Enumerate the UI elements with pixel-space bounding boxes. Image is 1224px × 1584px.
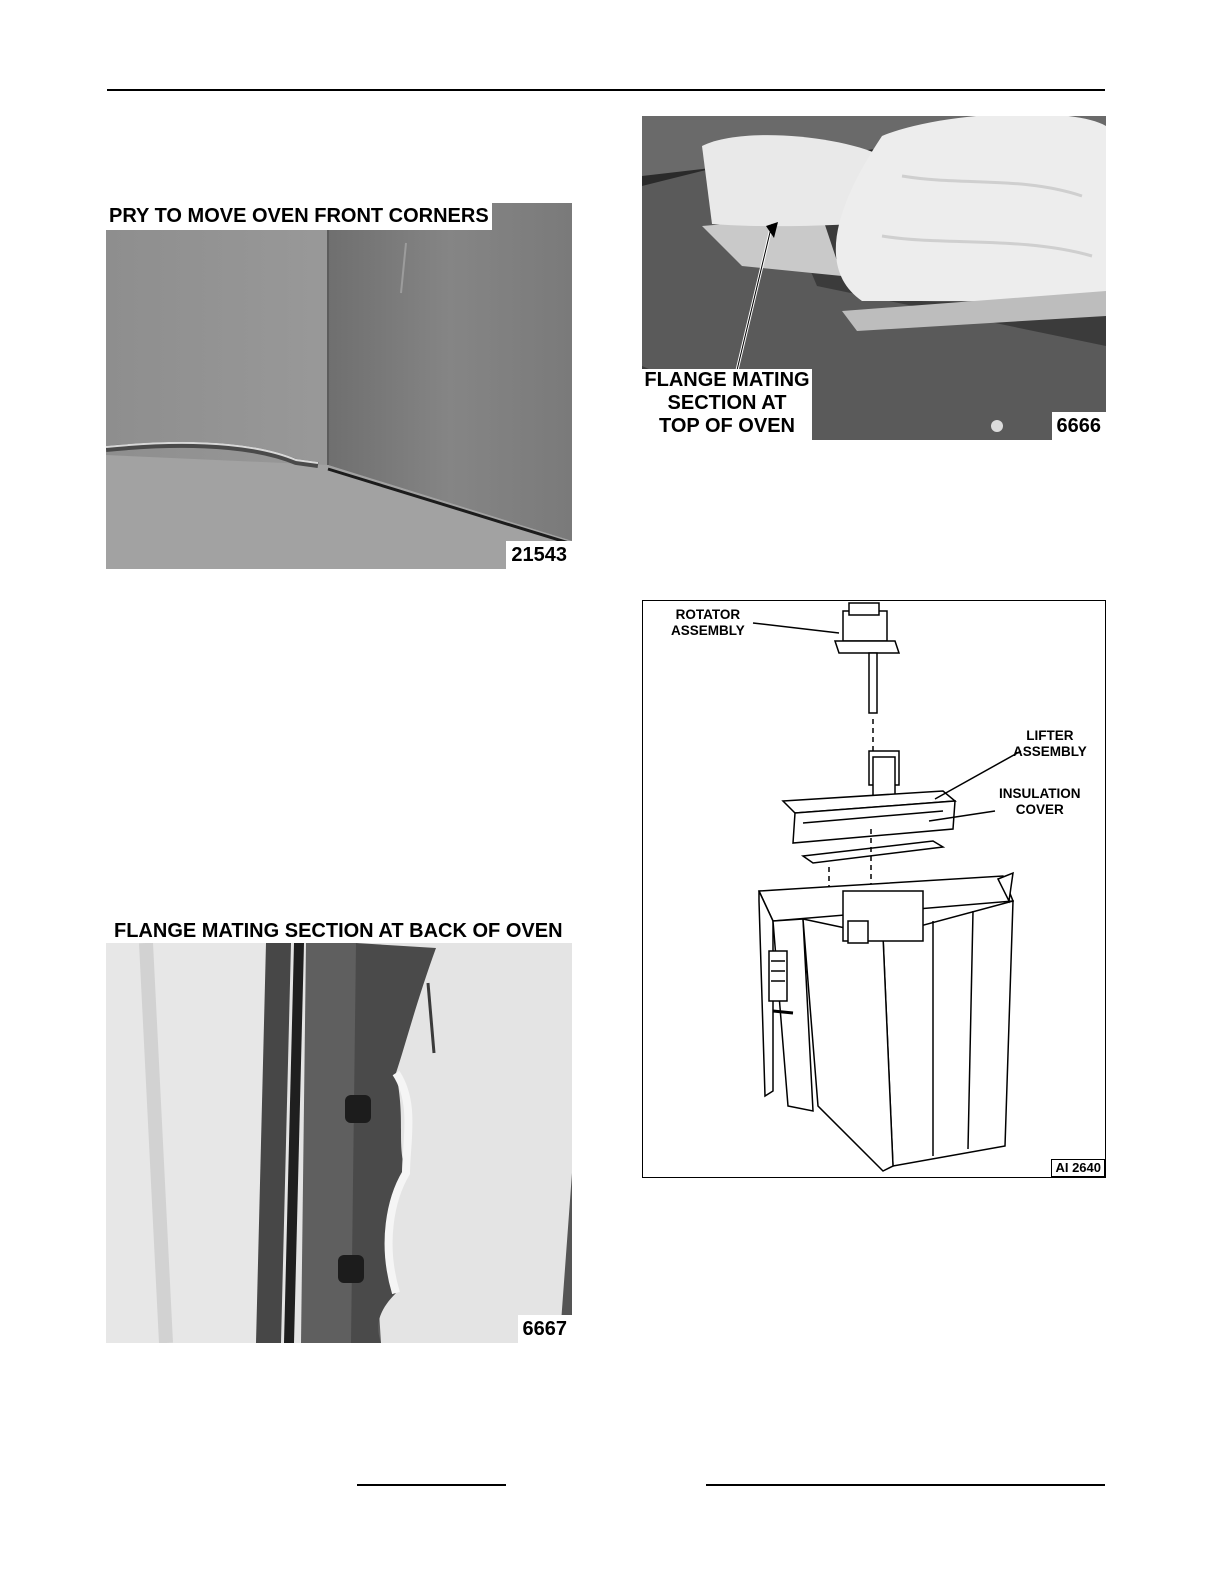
top-flange-figure-number: 6666: [1052, 412, 1107, 440]
top-flange-photo: [642, 116, 1106, 440]
lifter-label-line-2: ASSEMBLY: [1013, 744, 1087, 759]
footer-rule-left: [357, 1484, 506, 1486]
exploded-assembly-drawing: [642, 600, 1106, 1178]
back-flange-caption: FLANGE MATING SECTION AT BACK OF OVEN: [114, 920, 563, 942]
insulation-label-line-2: COVER: [1015, 802, 1064, 817]
rotator-assembly-label: [671, 607, 745, 639]
lifter-label-line-1: LIFTER: [1026, 728, 1074, 743]
lifter-assembly-label: [1013, 728, 1087, 760]
insulation-cover-label: [999, 786, 1081, 818]
rotator-label-line-1: ROTATOR: [675, 607, 741, 622]
header-rule: [107, 89, 1105, 91]
rotator-label-line-2: ASSEMBLY: [671, 623, 745, 638]
front-corners-photo: [106, 203, 572, 569]
back-flange-figure-number: 6667: [518, 1315, 573, 1343]
footer-rule-right: [706, 1484, 1105, 1486]
top-flange-caption: [642, 369, 812, 440]
front-corners-caption: PRY TO MOVE OVEN FRONT CORNERS: [106, 203, 492, 230]
back-flange-photo: [106, 943, 572, 1343]
insulation-label-line-1: INSULATION: [999, 786, 1081, 801]
top-flange-caption-line-2: SECTION AT: [667, 392, 787, 414]
top-flange-caption-line-3: TOP OF OVEN: [659, 415, 795, 437]
top-flange-caption-line-1: FLANGE MATING: [644, 369, 810, 391]
front-corners-figure-number: 21543: [506, 541, 572, 569]
exploded-figure-number: AI 2640: [1051, 1159, 1105, 1177]
